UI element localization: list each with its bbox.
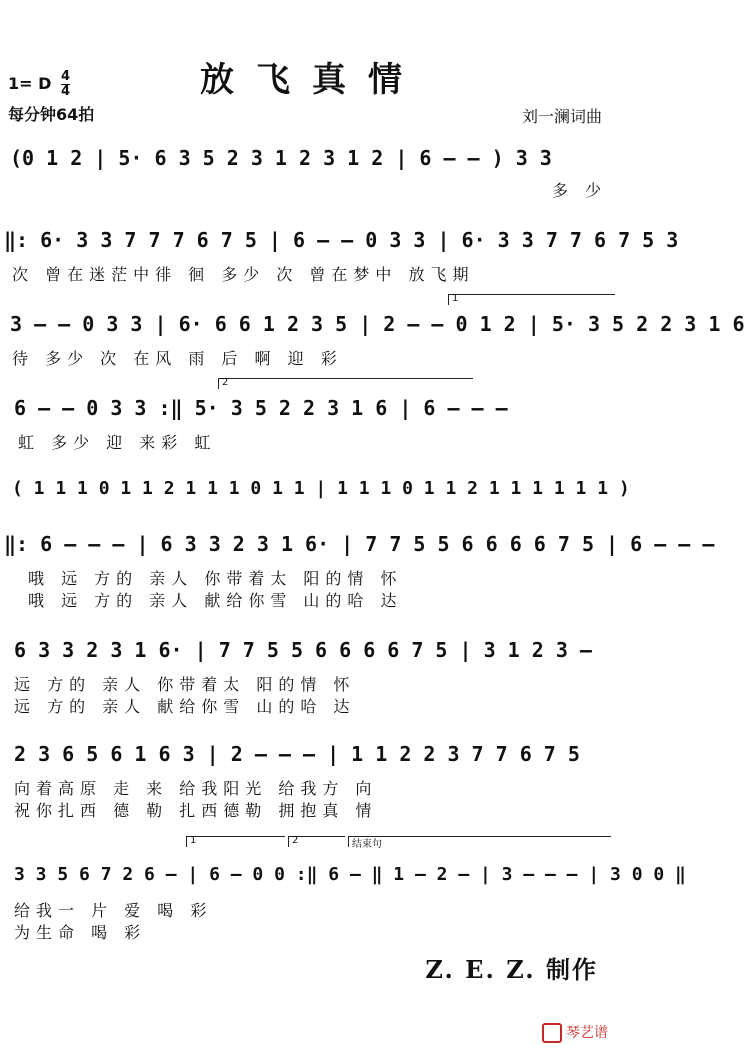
key-label: 1= D	[8, 74, 52, 93]
lyric-row-8a: 向着高原 走 来 给我阳光 给我方 向	[14, 779, 378, 798]
logo-text: 琴艺谱	[566, 1025, 608, 1041]
lyric-row-3: 待 多少 次 在风 雨 后 啊 迎 彩	[12, 349, 343, 368]
time-bottom: 4	[60, 84, 71, 99]
second-ending-bracket-2	[288, 836, 345, 847]
second-ending-label: 2	[222, 377, 229, 388]
first-ending-bracket-2	[186, 836, 285, 847]
time-top: 4	[60, 69, 71, 84]
tempo-marking: 每分钟64拍	[8, 105, 95, 124]
notation-row-4: 6 — — 0 3 3 :‖ 5· 3 5 2 2 3 1 6 | 6 — — —	[14, 396, 508, 420]
key-signature	[8, 70, 70, 99]
composer-credit: 刘一澜词曲	[521, 107, 602, 126]
lyric-row-6b: 哦 远 方的 亲人 献给你雪 山的哈 达	[28, 591, 403, 610]
notation-row-8: 2 3 6 5 6 1 6 3 | 2 — — — | 1 1 2 2 3 7 7 6 7 5	[14, 742, 580, 766]
logo-icon	[542, 1023, 562, 1043]
lyric-row-7a: 远 方的 亲人 你带着太 阳的情 怀	[14, 675, 356, 694]
notation-row-3: 3 — — 0 3 3 | 6· 6 6 1 2 3 5 | 2 — — 0 1 2 | 5· 3 5 2 2 3 1 6	[10, 312, 745, 336]
coda-bracket	[348, 836, 611, 850]
notation-row-2: ‖: 6· 3 3 7 7 7 6 7 5 | 6 — — 0 3 3 | 6· 3 3 7 7 6 7 5 3	[4, 228, 679, 252]
first-ending-bracket	[448, 294, 615, 305]
second-ending-label-2: 2	[292, 835, 299, 846]
lyric-row-1: 多 少	[552, 181, 608, 200]
lyric-row-4: 虹 多少 迎 来彩 虹	[18, 433, 217, 452]
page-title: 放飞真情	[200, 60, 424, 100]
lyric-row-8b: 祝你扎西 德 勒 扎西德勒 拥抱真 情	[14, 801, 378, 820]
time-signature	[61, 70, 70, 99]
notation-row-7: 6 3 3 2 3 1 6· | 7 7 5 5 6 6 6 6 7 5 | 3 1 2 3 —	[14, 638, 592, 662]
notation-row-6: ‖: 6 — — — | 6 3 3 2 3 1 6· | 7 7 5 5 6 6 6 6 7 5 | 6 — — —	[4, 532, 715, 556]
lyric-row-2: 次 曾在迷茫中徘 徊 多少 次 曾在梦中 放飞期	[12, 265, 475, 284]
first-ending-label-2: 1	[190, 835, 197, 846]
lyric-row-7b: 远 方的 亲人 献给你雪 山的哈 达	[14, 697, 356, 716]
second-ending-bracket	[218, 378, 473, 389]
lyric-row-9a: 给我一 片 爱 喝 彩	[14, 901, 213, 920]
lyric-row-9b: 为生命 喝 彩	[14, 923, 147, 942]
notation-row-1: (0 1 2 | 5· 6 3 5 2 3 1 2 3 1 2 | 6 — — ) 3 3	[10, 146, 552, 170]
site-logo	[542, 1022, 608, 1043]
notation-row-9: 3 3 5 6 7 2 6 — | 6 — 0 0 :‖ 6 — ‖ 1 — 2 — | 3 — — — | 3 0 0 ‖	[14, 864, 686, 885]
notation-row-5: ( 1 1 1 0 1 1 2 1 1 1 0 1 1 | 1 1 1 0 1 1 2 1 1 1 1 1 1 )	[12, 478, 630, 499]
arranger-credit: Z. E. Z. 制作	[425, 955, 598, 984]
first-ending-label: 1	[452, 293, 459, 304]
lyric-row-6a: 哦 远 方的 亲人 你带着太 阳的情 怀	[28, 569, 403, 588]
coda-label: 结束句	[352, 839, 382, 850]
